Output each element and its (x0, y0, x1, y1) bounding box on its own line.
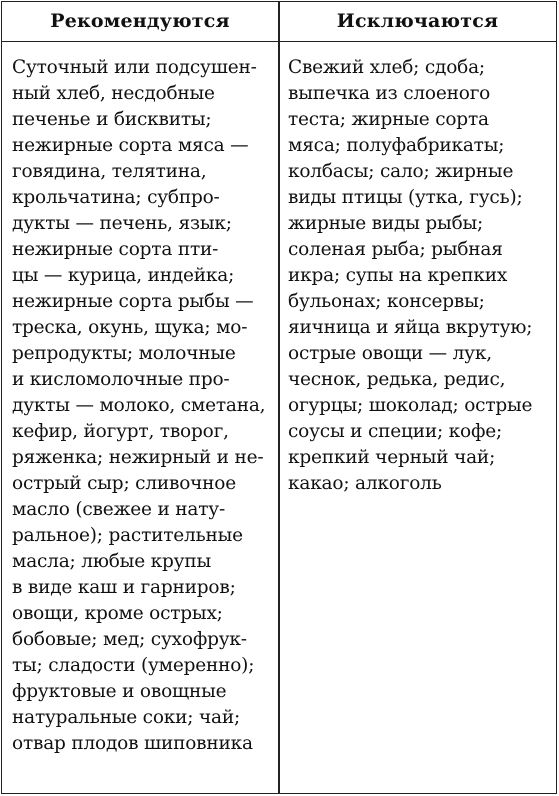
diet-table (1, 1, 557, 794)
recommended-foods-cell: Суточный или подсушен- ный хлеб, несдобные печенье и бисквиты; нежирные сорта мяса — говядина, телятина, крольчатина; субпро- дукты — печень, язык; нежирные сорта пти- цы — курица, индейка; нежирные сорта рыбы — треска, окунь, щука; мо- репродукты; молочные и кисломолочные про- дукты — молоко, сметана, кефир, йогурт, творог, ряженка; нежирный и не- острый сыр; сливочное масло (свежее и нату- ральное); растительные масла; любые крупы в виде каш и гарниров; овощи, кроме острых; бобовые; мед; сухофрук- ты; сладости (умеренно); фруктовые и овощные натуральные соки; чай; отвар плодов шиповника (12, 57, 266, 754)
header-recommended: Рекомендуются (50, 10, 230, 32)
excluded-foods-cell: Свежий хлеб; сдоба; выпечка из слоеного теста; жирные сорта мяса; полуфабрикаты; колбасы; сало; жирные виды птицы (утка, гусь); жирные виды рыбы; соленая рыба; рыбная икра; супы на крепких бульонах; консервы; яичница и яйца вкрутую; острые овощи — лук, чеснок, редька, редис, огурцы; шоколад; острые соусы и специи; кофе; крепкий черный чай; какао; алкоголь (288, 57, 533, 494)
header-excluded: Исключаются (336, 10, 499, 32)
column-divider (278, 2, 280, 793)
